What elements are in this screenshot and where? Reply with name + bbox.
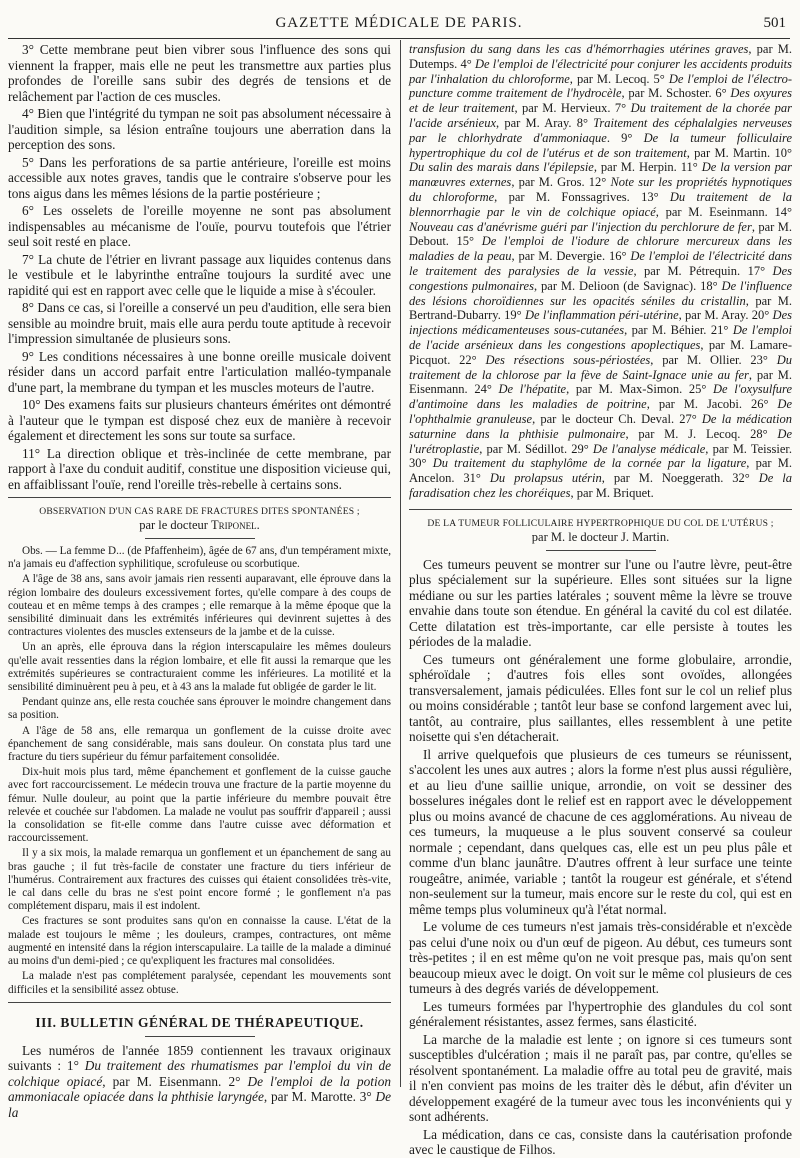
citation-text: , par le docteur Ch. Deval. 27°: [532, 411, 702, 426]
citation-text: , par M. Sédillot. 29°: [479, 441, 593, 456]
conclusion-item: 3° Cette membrane peut bien vibrer sous l'influence des sons qui viennent la frapper, mais elle ne peut les transmettre aux parties plus profondes de l'oreille sans subir des degrés de tensions et de relâchement par l'action de ces muscles.: [8, 42, 391, 104]
citation-text: , par M. Eseinmann. 14°: [655, 204, 792, 219]
citation-text: Les numéros de l'année 1859 contiennent les travaux originaux suivants : 1°: [8, 1042, 391, 1074]
observation-paragraph: Un an après, elle éprouva dans la région interscapulaire les mêmes douleurs qu'elle avait ressenties dans la région lombaire, et elle fit aussi la remarque que les extrémités supérieures se contracturaient comme les inférieures. La motilité et la sensibilité diminuèrent peu à peu, et à 43 ans la malade fut obligée de garder le lit.: [8, 641, 391, 694]
work-title: De l'emploi de la potion ammoniacale opiacée dans la phthisie laryngée: [8, 1073, 391, 1105]
work-title: De la faradisation chez les choréiques: [409, 471, 792, 500]
citation-text: , par M. Max-Simon. 25°: [566, 382, 714, 397]
tumor-paragraph: La marche de la maladie est lente ; on ignore si ces tumeurs sont susceptibles d'ulcération ; mais il ne paraît pas, par contre, qu'elles se résolvent spontanément. La maladie offre au total peu de gravité, mais il n'en convient pas moins de les traiter dès le début, afin d'éviter un développement exagéré de la tumeur avec tous les inconvénients qui y sont adhérents.: [409, 1031, 792, 1125]
tumor-article-body: [409, 557, 792, 1158]
tumor-paragraph: Ces tumeurs peuvent se montrer sur l'une ou l'autre lèvre, peut-être plus spécialement sur la supérieure. Elles sont situées sur la ligne médiane ou sur les parties latérales ; souvent même la lèvre se trouve envahie dans toute son étendue. En général la cavité du col est dilatée. Cette dilatation est très-importante, car elle persiste à toutes les périodes de la maladie.: [409, 556, 792, 650]
citation-text: , par M. Lamare-Picquot. 22°: [409, 337, 793, 367]
citation-text: , par M. Jacobi. 26°: [646, 397, 778, 412]
tumor-paragraph: Les tumeurs formées par l'hypertrophie des glandules du col sont généralement résistantes, assez fermes, sans élasticité.: [409, 998, 792, 1030]
left-column: [8, 42, 392, 1120]
section-rule: [8, 1002, 391, 1003]
citation-text: , par M. Pétrequin. 17°: [633, 263, 773, 278]
title-rule: [546, 550, 656, 551]
conclusions-list: [8, 42, 391, 492]
title-rule: [145, 538, 255, 539]
observation-paragraph: Ces fractures se sont produites sans qu'on en connaisse la cause. L'état de la malade est toujours le même ; les douleurs, crampes, contractures, ont même augmenté en intensité dans la région interscapulaire. La taille de la malade a diminué au moins d'un demi-pied ; ce qu'expliquent les fractures mal consolidées.: [8, 915, 391, 968]
tumor-article-title: DE LA TUMEUR FOLLICULAIRE HYPERTROPHIQUE DU COL DE L'UTÉRUS ;: [427, 517, 774, 529]
tumor-paragraph: Ces tumeurs ont généralement une forme globulaire, arrondie, sphéroïdale ; d'autres fois elles sont ovoïdes, allongées transversalement, jamais pédiculées. Elles font sur le col un relief plus ou moins considérable ; tantôt leur base se confond largement avec lui, tantôt, au contraire, plus saillantes, elles ressemblent à une petite noisette qui s'en détacherait.: [409, 651, 792, 745]
work-title: De l'inflammation péri-utérine: [524, 308, 679, 323]
work-title: De l'emploi de l'électro-puncture comme traitement de l'hydrocèle: [409, 71, 792, 101]
section-rule: [8, 497, 391, 498]
work-title: De l'emploi de l'électricité pour conjurer les accidents produits par l'inhalation du chloroforme: [409, 56, 793, 86]
work-title: Du traitement du staphylôme de la cornée par la ligature: [432, 456, 747, 471]
work-title: De l'emploi de l'acide arsénieux dans les congestions apoplectiques: [409, 323, 792, 352]
title-rule: [145, 1036, 255, 1037]
conclusion-item: 5° Dans les perforations de sa partie antérieure, l'oreille est moins accessible aux notes graves, tandis que le contraire s'observe pour les tons aigus dans les mêmes lésions de la partie postérieure ;: [8, 154, 391, 201]
observation-body: [8, 545, 391, 997]
work-title: De l'hépatite: [498, 382, 567, 397]
conclusion-item: 4° Bien que l'intégrité du tympan ne soit pas absolument nécessaire à l'audition simple, sa lésion entraîne toujours une aberration dans la perception des sons.: [8, 106, 391, 152]
citation-text: , par M. Béhier. 21°: [624, 323, 733, 338]
observation-paragraph: A l'âge de 58 ans, elle remarqua un gonflement de la cuisse droite avec épanchement de sang considérable, mais sans douleur. On constata plus tard une fracture du tiers supérieur du fémur parfaitement consolidée.: [8, 724, 391, 764]
observation-paragraph: Dix-huit mois plus tard, même épanchement et gonflement de la cuisse gauche avec fort raccourcissement. Le médecin trouva une fracture de la partie moyenne du fémur. Nulle douleur, au point que la partie inférieure du membre pouvait être relevée et couchée sur l'abdomen. La malade ne voulut pas souffrir d'appareil ; aussi la consolidation se fit-elle comme dans l'autre cuisse avec déformation et raccourcissement.: [8, 766, 391, 845]
observation-paragraph: Il y a six mois, la malade remarqua un gonflement et un épanchement de sang au bras gauche ; il fut très-facile de constater une fracture du tiers inférieur de l'humérus. Contrairement aux fractures des cuisses qui étaient consolidées très-vite, le cal dans celle du bras ne s'est point encore formé ; le gonflement n'a pas complétement disparu, mais il est indolent.: [8, 847, 391, 913]
conclusion-item: 6° Les osselets de l'oreille moyenne ne sont pas absolument indispensables au mécanisme de l'ouïe, pourvu toutefois que l'étrier seul soit resté en place.: [8, 203, 391, 249]
tumor-paragraph: Le volume de ces tumeurs n'est jamais très-considérable et n'excède pas celui d'une noix ou d'un œuf de pigeon. Au début, ces tumeurs sont très-petites ; il en est même qu'on ne voit presque pas, mais qu'on sent beaucoup mieux avec le doigt. On voit sur le même col plusieurs de ces tumeurs à des degrés variés de développement.: [409, 919, 792, 997]
citation-text: , par M. Aray. 20°: [678, 308, 773, 323]
citation-text: , par M. Gros. 12°: [511, 175, 611, 190]
conclusion-item: 8° Dans ce cas, si l'oreille a conservé un peu d'audition, elle sera bien sensible au moindre bruit, mais elle aura perdu toute aptitude à recevoir l'impression simultanée de plusieurs sons.: [8, 300, 391, 346]
citation-text: , par M. Lecoq. 5°: [569, 71, 669, 86]
tumor-paragraph: La médication, dans ce cas, consiste dans la cautérisation profonde avec le caustique de Filhos.: [409, 1126, 792, 1158]
work-title: De l'urétroplastie: [409, 426, 792, 456]
bulletin-paragraph: [8, 1043, 391, 1121]
citation-text: , par M. J. Lecoq. 28°: [625, 426, 778, 441]
citation-text: , par M. Teissier. 30°: [409, 441, 792, 471]
page-number: 501: [763, 15, 786, 31]
byline-prefix: par le docteur: [139, 518, 208, 532]
citation-text: , par M. Eisenmann. 2°: [102, 1073, 248, 1089]
citation-text: , par M. Noeggerath. 32°: [601, 471, 759, 486]
citation-text: , par M. Herpin. 11°: [593, 160, 702, 175]
citation-text: , par M. Aray. 8°: [496, 115, 594, 130]
work-title: De l'analyse médicale: [592, 441, 706, 456]
work-title: De la: [8, 1089, 391, 1120]
work-title: De l'emploi de l'iodure de chlorure mercureux dans les maladies de la peau: [409, 234, 792, 264]
citation-text: , par M. Ancelon. 31°: [409, 456, 793, 486]
work-title: De l'influence des lésions choroïdiennes sur les opacités séniles du cristallin: [409, 278, 792, 308]
work-title: Des résections sous-périostées: [485, 352, 651, 367]
work-title: Des oxyures et de leur traitement: [409, 86, 792, 116]
work-title: De la version par manœuvres externes: [409, 160, 792, 190]
conclusion-item: 9° Les conditions nécessaires à une bonne oreille musicale doivent résider dans un accord parfait entre l'articulation malléo-tympanale d'une part, la membrane du tympan et les muscles moteurs de l'autre.: [8, 348, 391, 395]
work-title: De l'oxysulfure d'antimoine dans les maladies de poitrine: [409, 382, 793, 412]
conclusion-item: 11° La direction oblique et très-inclinée de cette membrane, par rapport à l'axe du conduit auditif, constitue une disposition vicieuse qui, en affaiblissant l'ouïe, rend l'oreille très-rebelle à certains sons.: [8, 445, 391, 492]
work-title: De la médication saturnine dans la phthisie pulmonaire: [409, 411, 792, 441]
work-title: transfusion du sang dans les cas d'hémorrhagies utérines graves: [409, 42, 749, 56]
column-divider: [400, 40, 401, 1087]
page-header: [8, 4, 790, 34]
citation-text: , par M. Marotte. 3°: [263, 1089, 376, 1105]
section-heading: III. BULLETIN GÉNÉRAL DE THÉRAPEUTIQUE.: [35, 1014, 364, 1030]
citation-text: , par M. Bertrand-Dubarry. 19°: [409, 293, 792, 323]
right-column: [409, 42, 793, 1158]
work-title: Note sur les propriétés hypnotiques du chloroforme: [409, 175, 792, 204]
work-title: Du salin des marais dans l'épilepsie: [409, 160, 594, 175]
citation-text: , par M. Debout. 15°: [409, 219, 793, 249]
work-title: Des injections médicamenteuses sous-cutanées: [409, 308, 792, 338]
work-title: De l'emploi de l'électricité dans le traitement des paralysies de la vessie: [409, 249, 792, 278]
tumor-article-byline: par M. le docteur J. Martin.: [531, 529, 670, 544]
observation-byline: [8, 518, 391, 533]
author-name: Triponel.: [211, 518, 260, 532]
conclusion-item: 10° Des examens faits sur plusieurs chanteurs émérites ont démontré à l'auteur que le tympan est disposé chez eux de manière à recevoir également et directement les sons sur toute sa surface.: [8, 397, 391, 443]
work-title: Nouveau cas d'anévrisme guéri par l'injection du perchlorure de fer: [409, 219, 752, 234]
citation-text: , par M. Briquet.: [570, 485, 654, 500]
work-title: Traitement des céphalalgies nerveuses par le chlorhydrate d'ammoniaque: [409, 115, 793, 145]
citation-text: , par M. Devergie. 16°: [511, 249, 631, 264]
citation-text: , par M. Delioon (de Savignac). 18°: [533, 278, 722, 293]
work-title: Du traitement de la chlorose par la fève de Saint-Ignace unie au fer: [409, 352, 792, 382]
citation-text: , par M. Ollier. 23°: [650, 352, 777, 367]
citation-text: . 9°: [606, 130, 644, 145]
header-rule: [8, 38, 790, 39]
work-title: De l'ophthalmie granuleuse: [409, 397, 792, 426]
conclusion-item: 7° La chute de l'étrier en livrant passage aux liquides contenus dans le vestibule et le labyrinthe entraîne toujours la surdité avec une rapidité qui est en rapport avec celle que le liquide a mise à s'écouler.: [8, 251, 391, 298]
observation-paragraph: La malade n'est pas complétement paralysée, cependant les mouvements sont difficiles et la sensibilité assez obtuse.: [8, 970, 391, 996]
section-rule: [409, 509, 792, 510]
citation-text: , par M. Dutemps. 4°: [409, 42, 792, 71]
work-title: De la tumeur folliculaire hypertrophique du col de l'utérus et de son traitement: [409, 130, 793, 160]
citation-text: , par M. Schoster. 6°: [621, 86, 731, 101]
bulletin-continuation: [409, 42, 792, 501]
work-title: Du traitement de la chorée par l'acide arsénieux: [409, 101, 792, 130]
citation-text: , par M. Eisenmann. 24°: [409, 367, 793, 397]
work-title: Du traitement des rhumatismes par l'emploi du vin de colchique opiacé: [8, 1058, 391, 1089]
work-title: Des congestions pulmonaires: [409, 263, 792, 293]
citation-text: , par M. Hervieux. 7°: [514, 101, 631, 116]
observation-paragraph: Obs. — La femme D... (de Pfaffenheim), âgée de 67 ans, d'un tempérament mixte, n'a jamais eu d'affection syphilitique, scrofuleuse ou scorbutique.: [8, 545, 392, 571]
journal-title: GAZETTE MÉDICALE DE PARIS.: [275, 15, 523, 31]
observation-paragraph: Pendant quinze ans, elle resta couchée sans éprouver le moindre changement dans sa position.: [8, 696, 391, 722]
observation-title: OBSERVATION D'UN CAS RARE DE FRACTURES DITES SPONTANÉES ;: [39, 506, 360, 517]
tumor-paragraph: Il arrive quelquefois que plusieurs de ces tumeurs se réunissent, s'accolent les unes aux autres ; alors la forme n'est plus aussi régulière, et au lieu d'une saillie unique, arrondie, on voit se dessiner des bosselures inégales dont le relief est en rapport avec le développement plus ou moins avancé de chacune de ces agglomérations. Au niveau de ces tumeurs, la muqueuse a le plus souvent conservé sa couleur normale ; cependant, dans quelques cas, elle est un peu plus pâle et comme d'un blanc jaunâtre. D'autres offrent à leur surface une teinte rougeâtre, animée, variable ; tantôt la rougeur est générale, et s'étend non-seulement sur la tumeur, mais encore sur le reste du col, qui est en même temps plus volumineux qu'à l'état normal.: [409, 746, 792, 917]
observation-paragraph: A l'âge de 38 ans, sans avoir jamais rien ressenti auparavant, elle éprouve dans la région lombaire des douleurs excessivement fortes, qu'elle compare à des coups de couteau et en même temps à des crampes ; elle remarque à la même époque que la sensibilité diminuait dans les extrémités inférieures qui devinrent sujettes à des contractures violentes des muscles extenseurs de la jambe et de la cuisse.: [8, 573, 391, 639]
citation-text: , par M. Martin. 10°: [686, 145, 792, 160]
citation-text: , par M. Fonssagrives. 13°: [494, 189, 670, 204]
work-title: Du traitement de la blennorrhagie par le vin de colchique opiacé: [409, 189, 792, 219]
work-title: Du prolapsus utérin: [489, 471, 602, 486]
